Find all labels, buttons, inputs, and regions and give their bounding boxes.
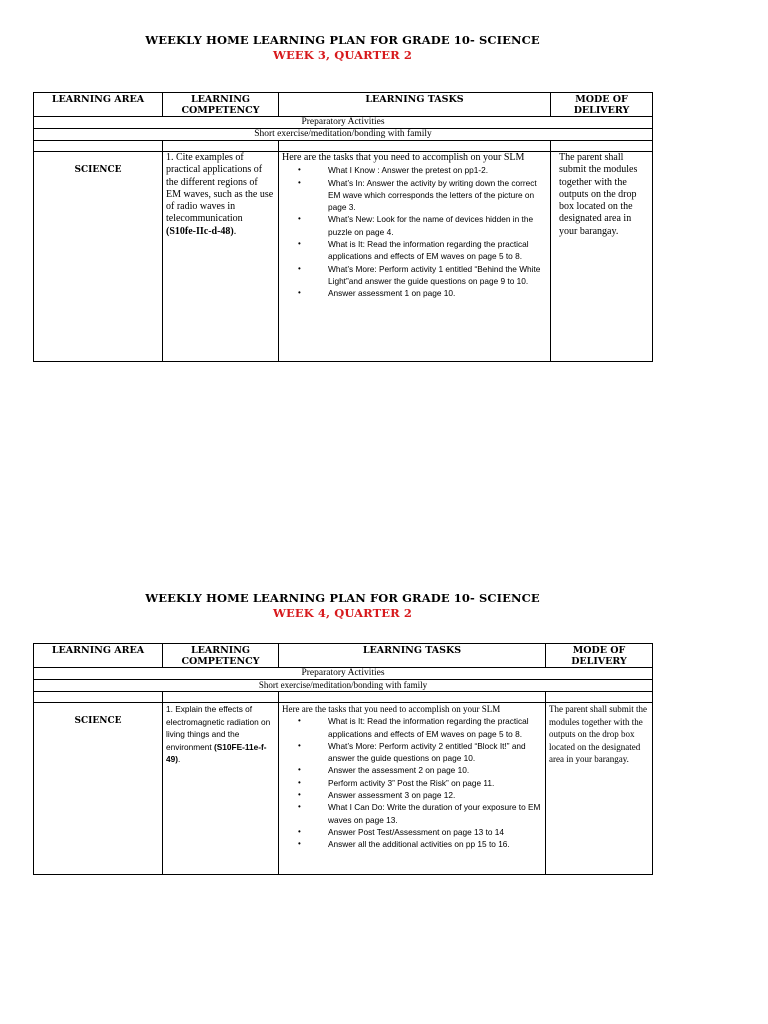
blank-cell <box>279 141 551 152</box>
task-item: • What is It: Read the information regarding the practical applications and effects of EM waves on page 5 to 8. <box>328 238 547 263</box>
competency-text: 1. Explain the effects of electromagnetic radiation on living things and the environment <box>166 704 271 752</box>
blank-cell <box>163 141 279 152</box>
task-item: • What I Can Do: Write the duration of your exposure to EM waves on page 13. <box>328 801 542 826</box>
prep-row <box>34 117 653 129</box>
plan-table <box>33 92 653 362</box>
header-learning-competency: LEARNING COMPETENCY <box>163 93 279 117</box>
learning-area-cell: SCIENCE <box>34 703 163 875</box>
header-mode-of-delivery: MODE OF DELIVERY <box>546 644 653 668</box>
competency-cell <box>163 152 279 362</box>
tasks-intro: Here are the tasks that you need to accomplish on your SLM <box>282 704 501 714</box>
plan-table <box>33 643 653 875</box>
prep-desc-row <box>34 680 653 692</box>
task-item: • Answer assessment 1 on page 10. <box>328 287 547 299</box>
task-item: • What’s More: Perform activity 1 entitled “Behind the White Light”and answer the guide questions on page 9 to 10. <box>328 263 547 288</box>
plan-title: WEEKLY HOME LEARNING PLAN FOR GRADE 10- SCIENCE <box>145 33 540 47</box>
blank-row <box>34 692 653 703</box>
task-item: • Answer assessment 3 on page 12. <box>328 789 542 801</box>
tasks-cell <box>279 703 546 875</box>
competency-text: 1. Cite examples of practical applications of the different regions of EM waves, such as the use of radio waves in telecommunication <box>166 152 274 225</box>
prep-desc: Short exercise/meditation/bonding with family <box>34 129 653 141</box>
task-item: • Answer all the additional activities on pp 15 to 16. <box>328 838 542 850</box>
week-label: WEEK 4, QUARTER 2 <box>272 606 412 620</box>
mode-of-delivery-cell: The parent shall submit the modules together with the outputs on the drop box located on the designated area in your barangay. <box>551 152 653 362</box>
learning-area-cell: SCIENCE <box>34 152 163 362</box>
week-label: WEEK 3, QUARTER 2 <box>272 48 412 62</box>
header-learning-competency: LEARNING COMPETENCY <box>163 644 279 668</box>
plan-week-3 <box>33 33 652 362</box>
competency-end: . <box>233 225 237 237</box>
header-row <box>34 93 653 117</box>
task-list <box>282 715 542 850</box>
task-item: • What’s In: Answer the activity by writing down the correct EM wave which corresponds the letters of the picture on page 3. <box>328 177 547 214</box>
header-learning-tasks: LEARNING TASKS <box>279 644 546 668</box>
header-row <box>34 644 653 668</box>
competency-code: (S10FE-11e-f-49) <box>166 741 267 764</box>
blank-cell <box>34 141 163 152</box>
content-row <box>34 152 653 362</box>
task-item: • Answer the assessment 2 on page 10. <box>328 764 542 776</box>
plan-title: WEEKLY HOME LEARNING PLAN FOR GRADE 10- SCIENCE <box>145 591 540 605</box>
task-item: • What is It: Read the information regarding the practical applications and effects of EM waves on page 5 to 8. <box>328 715 542 740</box>
blank-cell <box>546 692 653 703</box>
header-learning-tasks: LEARNING TASKS <box>279 93 551 117</box>
task-item: • What I Know : Answer the pretest on pp1-2. <box>328 164 547 176</box>
prep-row <box>34 668 653 680</box>
mode-of-delivery-cell: The parent shall submit the modules together with the outputs on the drop box located on the designated area in your barangay. <box>546 703 653 875</box>
prep-title: Preparatory Activities <box>34 117 653 129</box>
tasks-cell <box>279 152 551 362</box>
blank-row <box>34 141 653 152</box>
task-item: • What’s New: Look for the name of devices hidden in the puzzle on page 4. <box>328 213 547 238</box>
plan-week-4 <box>33 591 652 875</box>
blank-cell <box>34 692 163 703</box>
competency-code: (S10fe-IIc-d-48) <box>166 225 234 237</box>
blank-cell <box>279 692 546 703</box>
header-learning-area: LEARNING AREA <box>34 93 163 117</box>
prep-desc: Short exercise/meditation/bonding with family <box>34 680 653 692</box>
task-item: • Perform activity 3” Post the Risk” on page 11. <box>328 777 542 789</box>
tasks-intro: Here are the tasks that you need to accomplish on your SLM <box>282 152 525 163</box>
content-row <box>34 703 653 875</box>
task-list <box>282 164 547 299</box>
competency-cell <box>163 703 279 875</box>
competency-end: . <box>178 754 181 764</box>
header-mode-of-delivery: MODE OF DELIVERY <box>551 93 653 117</box>
task-item: • Answer Post Test/Assessment on page 13 to 14 <box>328 826 542 838</box>
blank-cell <box>163 692 279 703</box>
prep-title: Preparatory Activities <box>34 668 653 680</box>
task-item: • What’s More: Perform activity 2 entitled “Block It!” and answer the guide questions on page 10. <box>328 740 542 765</box>
header-learning-area: LEARNING AREA <box>34 644 163 668</box>
prep-desc-row <box>34 129 653 141</box>
blank-cell <box>551 141 653 152</box>
